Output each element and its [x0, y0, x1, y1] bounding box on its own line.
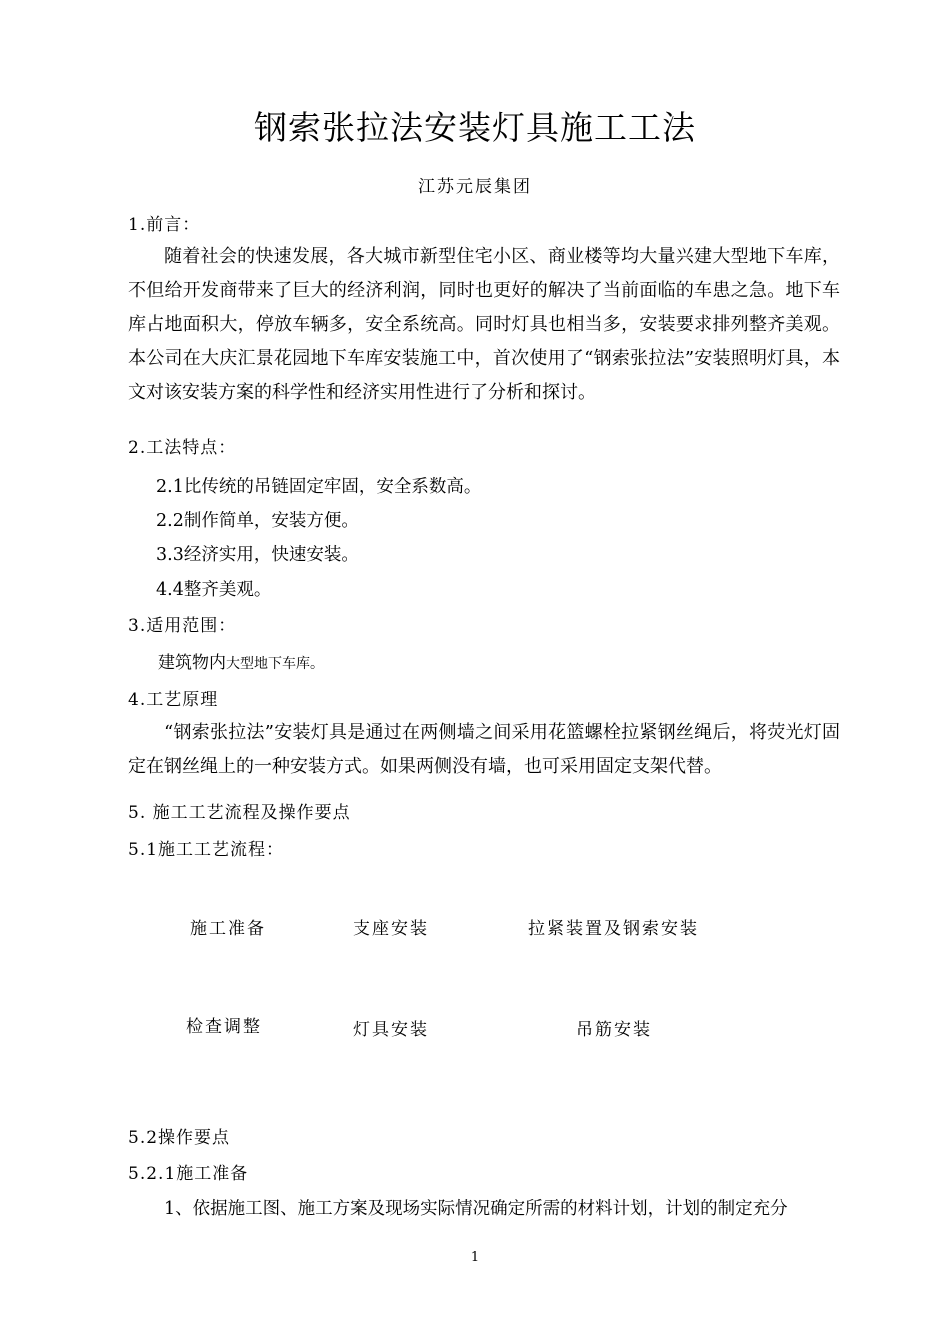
flow-step-lamp: 灯具安装	[353, 1020, 429, 1040]
section-5-heading: 5. 施工工艺流程及操作要点	[128, 803, 351, 823]
section-5-2-1-paragraph: 1、依据施工图、施工方案及现场实际情况确定所需的材料计划，计划的制定充分	[164, 1199, 788, 1219]
section-5-2-heading: 5.2操作要点	[128, 1128, 231, 1148]
organization-name: 江苏元辰集团	[418, 177, 532, 197]
flow-step-prepare: 施工准备	[190, 919, 266, 939]
section-2-heading: 2.工法特点：	[128, 438, 237, 458]
flow-step-cable: 拉紧装置及钢索安装	[528, 919, 699, 939]
flow-step-hanger: 吊筋安装	[576, 1020, 652, 1040]
feature-item: 3.3经济实用，快速安装。	[156, 545, 359, 565]
flow-step-inspect: 检查调整	[186, 1017, 262, 1037]
scope-text	[158, 648, 324, 673]
section-3-heading: 3.适用范围：	[128, 616, 237, 636]
section-4-paragraph: “钢索张拉法”安装灯具是通过在两侧墙之间采用花篮螺栓拉紧钢丝绳后，将荧光灯固定在钢丝绳上的一种安装方式。如果两侧没有墙，也可采用固定支架代替。	[128, 722, 840, 777]
scope-text-b: 大型地下车库。	[226, 656, 324, 672]
scope-text-a: 建筑物内	[158, 653, 226, 673]
document-title: 钢索张拉法安装灯具施工工法	[254, 108, 696, 147]
feature-item: 2.1比传统的吊链固定牢固，安全系数高。	[156, 477, 482, 497]
page-number: 1	[470, 1250, 480, 1265]
flow-step-support: 支座安装	[353, 919, 429, 939]
feature-item: 2.2制作简单，安装方便。	[156, 511, 359, 531]
section-5-2-1-heading: 5.2.1施工准备	[128, 1164, 249, 1184]
section-4-heading: 4.工艺原理	[128, 690, 219, 710]
section-1-heading: 1.前言：	[128, 215, 201, 235]
feature-item: 4.4整齐美观。	[156, 580, 272, 600]
section-5-1-heading: 5.1施工工艺流程：	[128, 840, 285, 860]
section-1-paragraph: 随着社会的快速发展，各大城市新型住宅小区、商业楼等均大量兴建大型地下车库，不但给开发商带来了巨大的经济利润，同时也更好的解决了当前面临的车患之急。地下车库占地面积大，停放车辆多，安全系统高。同时灯具也相当多，安装要求排列整齐美观。本公司在大庆汇景花园地下车库安装施工中，首次使用了“钢索张拉法”安装照明灯具，本文对该安装方案的科学性和经济实用性进行了分析和探讨。	[128, 246, 840, 403]
